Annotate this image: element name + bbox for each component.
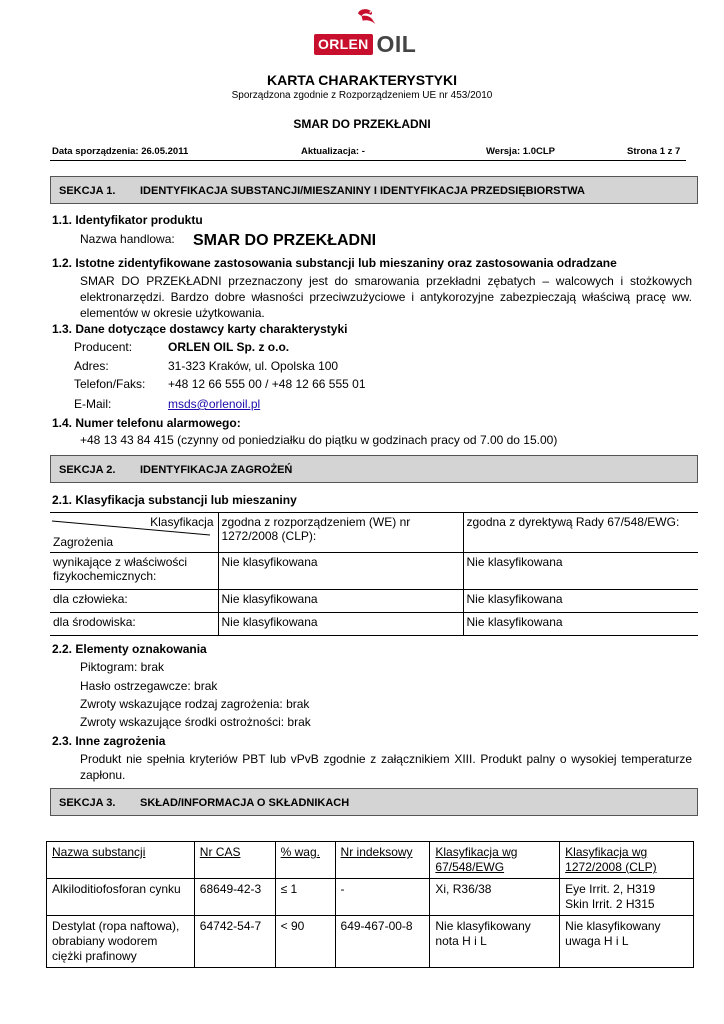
emergency-phone: +48 13 43 84 415 (czynny od poniedziałku do piątku w godzinach pracy od 7.00 do 15.00) <box>80 433 558 447</box>
header-clp: Klasyfikacja wg 1272/2008 (CLP) <box>560 842 694 879</box>
header-clp: zgodna z rozporządzeniem (WE) nr 1272/2008 (CLP): <box>218 513 463 553</box>
header-substance-name: Nazwa substancji <box>47 842 195 879</box>
section-1-header <box>50 176 698 204</box>
brand-logo <box>314 33 416 55</box>
section-2-number: SEKCJA 2. <box>59 464 116 476</box>
row-clp: Nie klasyfikowana <box>218 553 463 590</box>
email-label: E-Mail: <box>74 397 112 411</box>
cell-dsd: Xi, R36/38 <box>430 879 560 916</box>
section-1-number: SEKCJA 1. <box>59 185 116 197</box>
signal-word: Hasło ostrzegawcze: brak <box>80 679 218 693</box>
cell-weight: ≤ 1 <box>275 879 335 916</box>
heading-1-2: 1.2. Istotne zidentyfikowane zastosowania substancji lub mieszaniny oraz zastosowania odradzane <box>52 256 617 270</box>
document-title: KARTA CHARAKTERYSTYKI <box>266 72 458 88</box>
table-row <box>47 916 694 968</box>
row-label: dla człowieka: <box>50 590 218 613</box>
table-header-row <box>47 842 694 879</box>
other-hazards: Produkt nie spełnia kryteriów PBT lub vPvB zgodnie z załącznikiem XIII. Produkt palny o wysokiej temperaturze zapłonu. <box>80 752 692 782</box>
date-created: Data sporządzenia: 26.05.2011 <box>52 146 189 157</box>
product-title: SMAR DO PRZEKŁADNI <box>293 117 431 131</box>
table-row <box>50 613 698 636</box>
brand-oil: OIL <box>376 31 417 57</box>
section-1-title: IDENTYFIKACJA SUBSTANCJI/MIESZANINY I IDENTYFIKACJA PRZEDSIĘBIORSTWA <box>140 185 585 197</box>
table-row <box>50 590 698 613</box>
header-dsd: Klasyfikacja wg 67/548/EWG <box>430 842 560 879</box>
cell-clp: Nie klasyfikowany uwaga H i L <box>560 916 694 968</box>
address-label: Adres: <box>74 359 109 373</box>
heading-1-1: 1.1. Identyfikator produktu <box>52 213 203 227</box>
section-3-title: SKŁAD/INFORMACJA O SKŁADNIKACH <box>140 797 350 809</box>
cell-dsd: Nie klasyfikowany nota H i L <box>430 916 560 968</box>
usage-description: SMAR DO PRZEKŁADNI przeznaczony jest do smarowania przekładni zębatych – walcowych i stożkowych elektronarzędzi. Bardzo dobre własności przeciwzużyciowe i antykorozyjne zabezpieczają właściwą pracę ww. elementów w okresie użytkowania. <box>80 274 692 320</box>
corner-cell <box>50 513 218 553</box>
heading-1-3: 1.3. Dane dotyczące dostawcy karty charakterystyki <box>52 322 348 336</box>
version: Wersja: 1.0CLP <box>486 146 555 157</box>
cell-cas: 64742-54-7 <box>194 916 275 968</box>
row-dsd: Nie klasyfikowana <box>463 553 698 590</box>
row-dsd: Nie klasyfikowana <box>463 590 698 613</box>
corner-bottom-label: Zagrożenia <box>53 535 114 549</box>
update-date: Aktualizacja: - <box>301 146 365 157</box>
cell-clp: Eye Irrit. 2, H319 Skin Irrit. 2 H315 <box>560 879 694 916</box>
pictogram: Piktogram: brak <box>80 660 165 674</box>
heading-2-1: 2.1. Klasyfikacja substancji lub mieszaniny <box>52 493 297 507</box>
producer-label: Producent: <box>74 340 133 354</box>
header-index: Nr indeksowy <box>335 842 430 879</box>
precaution-statements: Zwroty wskazujące środki ostrożności: brak <box>80 715 311 729</box>
trade-name: SMAR DO PRZEKŁADNI <box>193 232 377 249</box>
brand-orlen: ORLEN <box>314 34 373 55</box>
section-3-header <box>50 788 698 816</box>
header-divider <box>50 160 686 161</box>
cell-name: Destylat (ropa naftowa), obrabiany wodorem ciężki prafinowy <box>47 916 195 968</box>
page-number: Strona 1 z 7 <box>627 146 681 157</box>
header-dsd: zgodna z dyrektywą Rady 67/548/EWG: <box>463 513 698 553</box>
address-value: 31-323 Kraków, ul. Opolska 100 <box>168 359 339 373</box>
trade-name-label: Nazwa handlowa: <box>80 232 175 246</box>
cell-cas: 68649-42-3 <box>194 879 275 916</box>
composition-table <box>46 841 694 968</box>
section-3-number: SEKCJA 3. <box>59 797 116 809</box>
classification-table <box>50 512 698 636</box>
row-label: dla środowiska: <box>50 613 218 636</box>
document-subtitle: Sporządzona zgodnie z Rozporządzeniem UE nr 453/2010 <box>231 90 493 101</box>
cell-index: 649-467-00-8 <box>335 916 430 968</box>
cell-weight: < 90 <box>275 916 335 968</box>
row-dsd: Nie klasyfikowana <box>463 613 698 636</box>
table-row <box>50 553 698 590</box>
cell-index: - <box>335 879 430 916</box>
row-clp: Nie klasyfikowana <box>218 590 463 613</box>
section-2-header <box>50 455 698 483</box>
phone-value: +48 12 66 555 00 / +48 12 66 555 01 <box>168 377 366 391</box>
header-cas: Nr CAS <box>194 842 275 879</box>
cell-name: Alkiloditiofosforan cynku <box>47 879 195 916</box>
hazard-statements: Zwroty wskazujące rodzaj zagrożenia: brak <box>80 697 310 711</box>
heading-2-2: 2.2. Elementy oznakowania <box>52 642 207 656</box>
corner-top-label: Klasyfikacja <box>150 515 214 529</box>
header-weight: % wag. <box>275 842 335 879</box>
table-header-row <box>50 513 698 553</box>
heading-2-3: 2.3. Inne zagrożenia <box>52 734 166 748</box>
producer-value: ORLEN OIL Sp. z o.o. <box>168 340 290 354</box>
section-2-title: IDENTYFIKACJA ZAGROŻEŃ <box>140 464 293 476</box>
row-clp: Nie klasyfikowana <box>218 613 463 636</box>
phone-label: Telefon/Faks: <box>74 377 146 391</box>
email-link[interactable]: msds@orlenoil.pl <box>168 397 261 411</box>
heading-1-4: 1.4. Numer telefonu alarmowego: <box>52 416 241 430</box>
row-label: wynikające z właściwości fizykochemicznych: <box>50 553 218 590</box>
table-row <box>47 879 694 916</box>
